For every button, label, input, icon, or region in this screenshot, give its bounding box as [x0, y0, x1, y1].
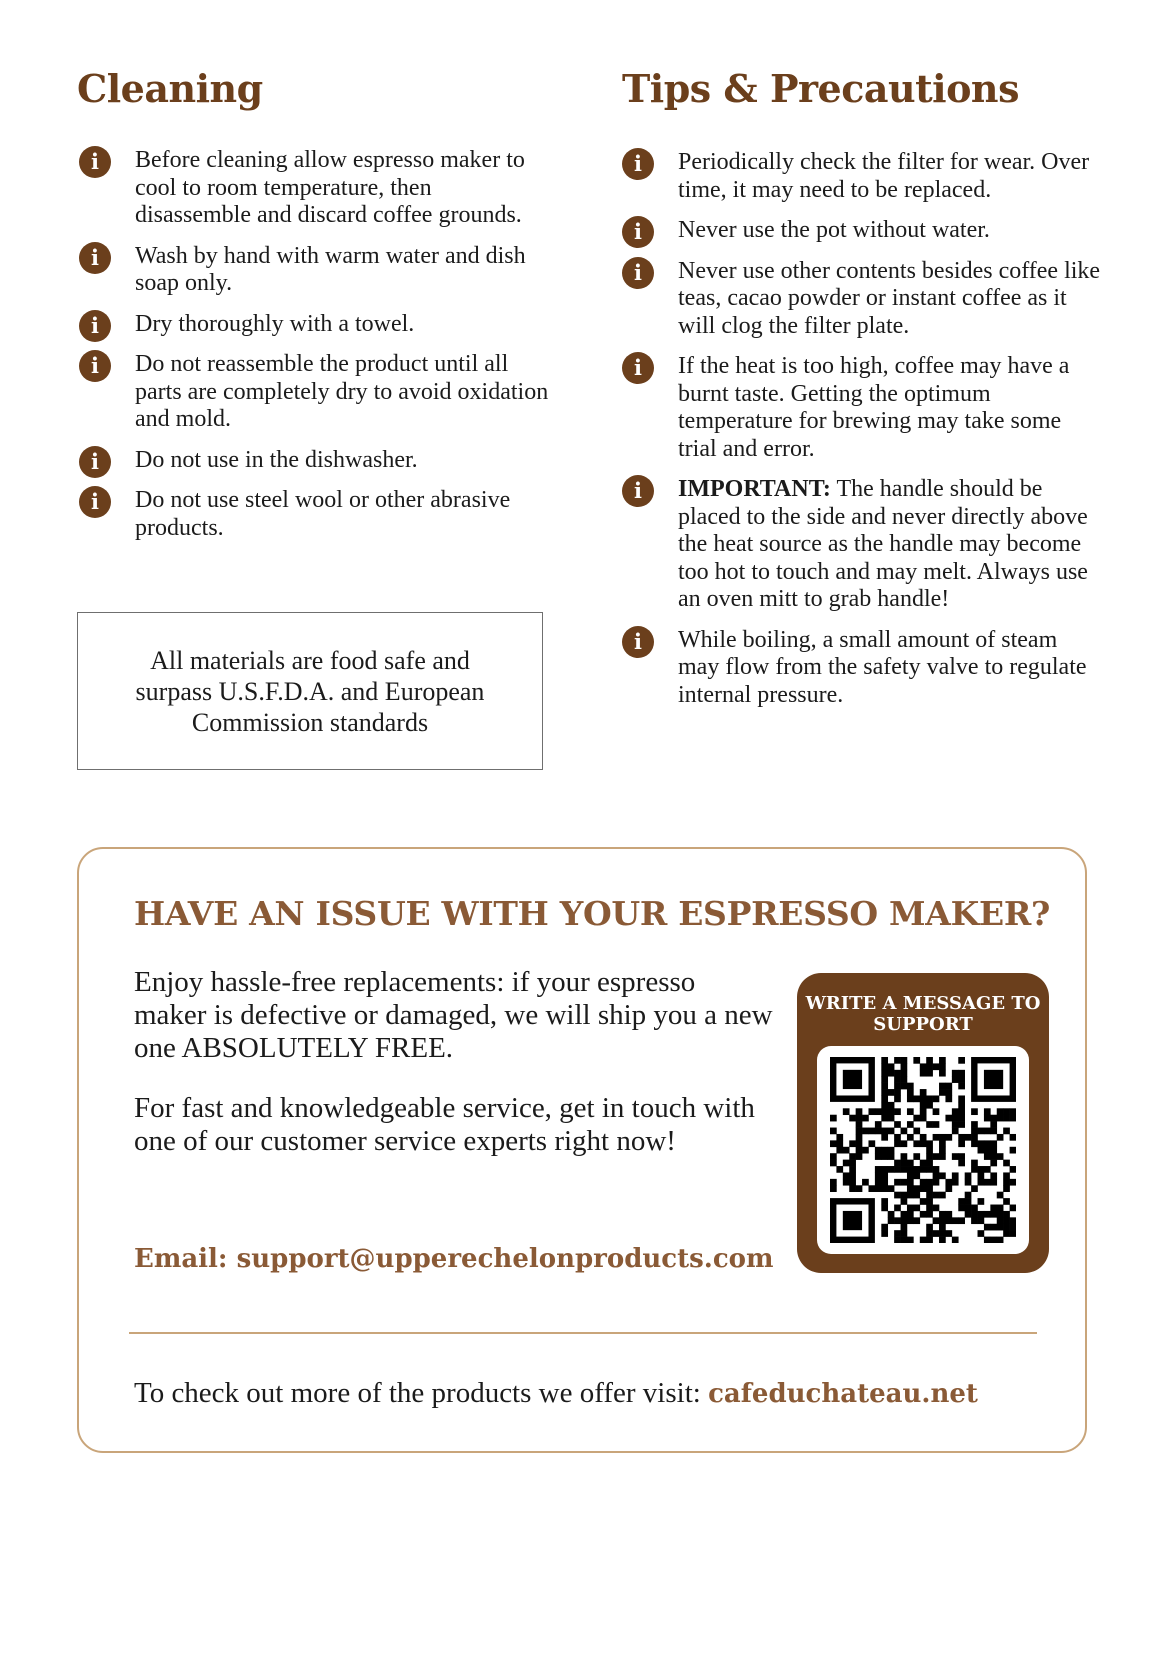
info-icon: i — [79, 486, 111, 518]
info-icon: i — [622, 475, 654, 507]
info-icon: i — [79, 146, 111, 178]
info-icon: i — [79, 446, 111, 478]
item-text: Wash by hand with warm water and dish soap only. — [135, 242, 526, 296]
tips-item — [622, 476, 1102, 614]
qr-code-icon[interactable] — [830, 1057, 1016, 1243]
tips-item — [622, 217, 1102, 245]
info-icon: i — [622, 352, 654, 384]
qr-caption: WRITE A MESSAGE TO SUPPORT — [805, 993, 1041, 1035]
item-text: Never use the pot without water. — [678, 217, 990, 243]
info-icon: i — [622, 257, 654, 289]
item-text: If the heat is too high, coffee may have a burnt taste. Getting the optimum temperature for brewing may take some trial and error. — [678, 353, 1070, 462]
materials-note-text: All materials are food safe and surpass U.S.F.D.A. and European Commission standards — [135, 645, 485, 737]
item-text: Do not reassemble the product until all parts are completely dry to avoid oxidation and mold. — [135, 351, 549, 432]
info-icon: i — [79, 350, 111, 382]
tips-item — [622, 353, 1102, 463]
item-text: Do not use steel wool or other abrasive products. — [135, 487, 511, 541]
qr-card[interactable] — [797, 973, 1049, 1273]
cleaning-item — [79, 147, 549, 230]
item-text: Never use other contents besides coffee like teas, cacao powder or instant coffee as it will clog the filter plate. — [678, 257, 1101, 339]
cleaning-list — [79, 147, 549, 555]
service-paragraph: For fast and knowledgeable service, get in touch with one of our customer service experts right now! — [134, 1092, 755, 1157]
item-text: Periodically check the filter for wear. Over time, it may need to be replaced. — [678, 149, 1090, 203]
item-text: While boiling, a small amount of steam may flow from the safety valve to regulate internal pressure. — [678, 626, 1087, 708]
info-icon: i — [622, 148, 654, 180]
support-title: HAVE AN ISSUE WITH YOUR ESPRESSO MAKER? — [134, 894, 1050, 933]
tips-title: Tips & Precautions — [622, 66, 1019, 111]
tips-list — [622, 149, 1102, 722]
replacement-paragraph: Enjoy hassle-free replacements: if your espresso maker is defective or damaged, we will ship you a new one ABSOLUTELY FREE. — [134, 966, 773, 1064]
info-icon: i — [622, 626, 654, 658]
item-text: The handle should be placed to the side and never directly above the heat source as the handle may become too hot to touch and may melt. Always use an oven mitt to grab handle! — [678, 476, 1088, 612]
website-link[interactable]: cafeduchateau.net — [708, 1379, 978, 1409]
cleaning-item — [79, 351, 549, 434]
item-text: Do not use in the dishwasher. — [135, 446, 418, 473]
email-link[interactable]: support@upperechelonproducts.com — [236, 1244, 774, 1274]
tips-item — [622, 149, 1102, 204]
cleaning-item — [79, 487, 549, 542]
info-icon: i — [622, 216, 654, 248]
info-icon: i — [79, 242, 111, 274]
visit-text: To check out more of the products we offer visit: — [134, 1377, 701, 1409]
support-card — [77, 847, 1087, 1453]
cleaning-title: Cleaning — [77, 66, 263, 111]
item-text: Before cleaning allow espresso maker to cool to room temperature, then disassemble and discard coffee grounds. — [135, 147, 525, 228]
cleaning-item — [79, 243, 549, 298]
tips-item — [622, 258, 1102, 341]
info-icon: i — [79, 310, 111, 342]
email-label: Email: — [134, 1244, 228, 1274]
item-lead: IMPORTANT: — [678, 476, 831, 502]
tips-item — [622, 627, 1102, 710]
support-email — [134, 1244, 774, 1274]
visit-line — [134, 1377, 978, 1410]
divider — [129, 1332, 1037, 1334]
item-text: Dry thoroughly with a towel. — [135, 310, 415, 337]
qr-frame — [817, 1046, 1029, 1254]
cleaning-item — [79, 447, 549, 475]
materials-note — [77, 612, 543, 770]
cleaning-item — [79, 311, 549, 339]
